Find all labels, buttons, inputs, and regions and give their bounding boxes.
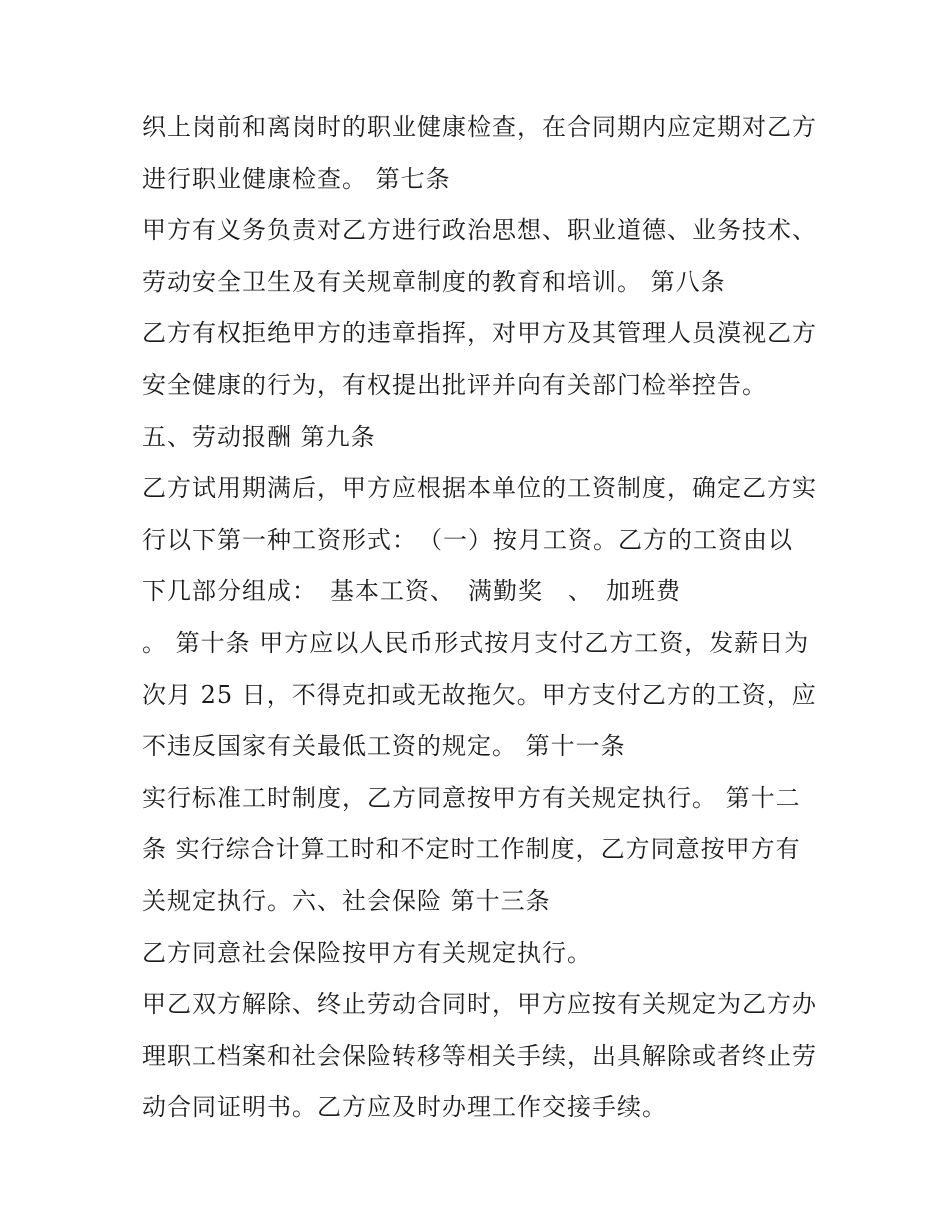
document-body (142, 102, 832, 1134)
text-line: 关规定执行。六、社会保险 第十三条 (142, 886, 551, 915)
text-line: 甲乙双方解除、终止劳动合同时，甲方应按有关规定为乙方办 (142, 990, 817, 1019)
text-line: 次月 25 日，不得克扣或无故拖欠。甲方支付乙方的工资，应 (142, 680, 817, 709)
text-line: 乙方同意社会保险按甲方有关规定执行。 (142, 938, 592, 967)
text-line: 条 实行综合计算工时和不定时工作制度，乙方同意按甲方有 (142, 835, 801, 864)
section-heading-line: 五、劳动报酬 第九条 (142, 422, 376, 451)
text-line: 甲方有义务负责对乙方进行政治思想、职业道德、业务技术、 (142, 216, 817, 245)
text-line: 理职工档案和社会保险转移等相关手续，出具解除或者终止劳 (142, 1041, 817, 1070)
text-line: 不违反国家有关最低工资的规定。 第十一条 (142, 732, 626, 761)
text-line: 行以下第一种工资形式： （一）按月工资。乙方的工资由以 (142, 525, 793, 554)
text-line: 实行标准工时制度，乙方同意按甲方有关规定执行。 第十二 (142, 783, 801, 812)
text-line: 进行职业健康检查。 第七条 (142, 164, 451, 193)
text-line: 。 第十条 甲方应以人民币形式按月支付乙方工资，发薪日为 (142, 628, 810, 657)
text-line: 乙方有权拒绝甲方的违章指挥，对甲方及其管理人员漠视乙方 (142, 319, 817, 348)
text-line: 乙方试用期满后，甲方应根据本单位的工资制度，确定乙方实 (142, 474, 817, 503)
text-line: 动合同证明书。乙方应及时办理工作交接手续。 (142, 1093, 667, 1122)
text-line: 劳动安全卫生及有关规章制度的教育和培训。 第八条 (142, 267, 726, 296)
text-line: 下几部分组成： 基本工资、 满勤奖 、 加班费 (142, 577, 681, 606)
text-line: 安全健康的行为，有权提出批评并向有关部门检举控告。 (142, 370, 767, 399)
text-line: 织上岗前和离岗时的职业健康检查，在合同期内应定期对乙方 (142, 113, 817, 141)
